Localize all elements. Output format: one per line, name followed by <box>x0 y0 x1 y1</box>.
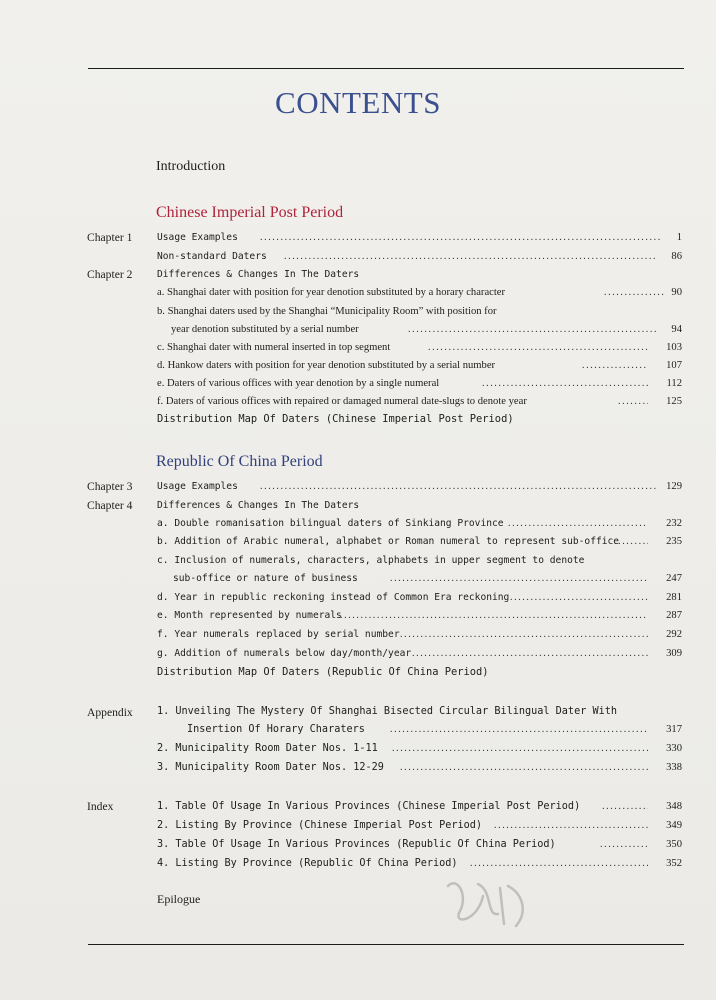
page-number: 352 <box>666 858 682 869</box>
page-number: 232 <box>666 518 682 529</box>
signature-mark <box>438 866 598 936</box>
toc-entry-appendix-3: 3. Municipality Room Dater Nos. 12-29 <box>157 762 384 773</box>
toc-entry-c2-b-cont: year denotion substituted by a serial number <box>171 324 359 335</box>
dot-leader <box>400 626 648 643</box>
page-number: 317 <box>666 724 682 735</box>
dot-leader <box>428 339 648 356</box>
page-number: 103 <box>666 342 682 353</box>
section-imperial-heading: Chinese Imperial Post Period <box>156 204 344 221</box>
dot-leader <box>412 645 648 662</box>
dot-leader <box>284 248 656 265</box>
dot-leader <box>408 321 656 338</box>
dot-leader <box>482 375 648 392</box>
toc-entry-index-2: 2. Listing By Province (Chinese Imperial Post Period) <box>157 820 483 831</box>
toc-entry-c4-a: a. Double romanisation bilingual daters of Sinkiang Province <box>157 518 504 529</box>
page-number: 281 <box>666 592 682 603</box>
toc-entry-c2-c: c. Shanghai dater with numeral inserted in top segment <box>157 342 391 353</box>
toc-entry-appendix-1: 1. Unveiling The Mystery Of Shanghai Bisected Circular Bilingual Dater With <box>157 706 618 717</box>
toc-entry-c2-b: b. Shanghai daters used by the Shanghai “Municipality Room” with position for <box>157 306 497 317</box>
epilogue-heading: Epilogue <box>157 892 201 906</box>
page-number: 86 <box>671 251 682 262</box>
page-number: 90 <box>671 287 682 298</box>
toc-entry-c4-map: Distribution Map Of Daters (Republic Of China Period) <box>157 666 489 678</box>
dot-leader <box>260 478 656 495</box>
introduction-heading: Introduction <box>156 159 226 174</box>
page-number: 348 <box>666 801 682 812</box>
toc-entry-c2-map: Distribution Map Of Daters (Chinese Imperial Post Period) <box>157 413 514 425</box>
page-number: 112 <box>666 378 682 389</box>
page-number: 125 <box>666 396 682 407</box>
dot-leader <box>400 759 648 776</box>
bottom-rule <box>88 944 684 945</box>
index-label: Index <box>87 800 114 813</box>
toc-entry-index-1: 1. Table Of Usage In Various Provinces (Chinese Imperial Post Period) <box>157 801 581 812</box>
toc-entry-c4-e: e. Month represented by numerals <box>157 610 342 621</box>
page-number: 247 <box>666 573 682 584</box>
toc-entry-c1-nonstandard: Non-standard Daters <box>157 251 267 262</box>
dot-leader <box>508 515 648 532</box>
chapter4-label: Chapter 4 <box>87 499 133 512</box>
chapter3-label: Chapter 3 <box>87 480 133 493</box>
page-number: 107 <box>666 360 682 371</box>
toc-entry-index-3: 3. Table Of Usage In Various Provinces (Republic Of China Period) <box>157 839 556 850</box>
page-title: CONTENTS <box>275 85 441 120</box>
dot-leader <box>494 817 648 834</box>
dot-leader <box>600 836 648 853</box>
page-number: 287 <box>666 610 682 621</box>
toc-entry-c4-g: g. Addition of numerals below day/month/year <box>157 648 412 659</box>
page-number: 94 <box>671 324 682 335</box>
appendix-label: Appendix <box>87 706 133 719</box>
dot-leader <box>260 229 660 246</box>
toc-entry-c4-d: d. Year in republic reckoning instead of Common Era reckoning <box>157 592 510 603</box>
top-rule <box>88 68 684 69</box>
dot-leader <box>390 721 648 738</box>
toc-entry-c2-f: f. Daters of various offices with repaired or damaged numeral date-slugs to denote year <box>157 396 527 407</box>
dot-leader <box>510 589 648 606</box>
toc-entry-c4-f: f. Year numerals replaced by serial number <box>157 629 400 640</box>
page-number: 129 <box>666 481 682 492</box>
dot-leader <box>582 357 648 374</box>
toc-entry-c4-c-cont: sub-office or nature of business <box>173 573 358 584</box>
dot-leader <box>340 607 648 624</box>
page-number: 292 <box>666 629 682 640</box>
page-number: 330 <box>666 743 682 754</box>
toc-entry-c2-title: Differences & Changes In The Daters <box>157 269 360 280</box>
toc-entry-appendix-2: 2. Municipality Room Dater Nos. 1-11 <box>157 743 378 754</box>
page-number: 338 <box>666 762 682 773</box>
toc-entry-appendix-1-cont: Insertion Of Horary Charaters <box>187 724 365 735</box>
toc-entry-c4-c: c. Inclusion of numerals, characters, alphabets in upper segment to denote <box>157 555 585 566</box>
dot-leader <box>390 570 648 587</box>
toc-entry-c2-a: a. Shanghai dater with position for year denotion substituted by a horary character <box>157 287 506 298</box>
chapter1-label: Chapter 1 <box>87 231 133 244</box>
chapter2-label: Chapter 2 <box>87 268 133 281</box>
toc-entry-c2-e: e. Daters of various offices with year denotion by a single numeral <box>157 378 440 389</box>
dot-leader <box>392 740 648 757</box>
toc-entry-c2-d: d. Hankow daters with position for year denotion substituted by a serial number <box>157 360 496 371</box>
toc-entry-c4-title: Differences & Changes In The Daters <box>157 500 360 511</box>
page-number: 350 <box>666 839 682 850</box>
toc-entry-c4-b: b. Addition of Arabic numeral, alphabet or Roman numeral to represent sub-office <box>157 536 620 547</box>
toc-entry-c3-usage: Usage Examples <box>157 481 238 492</box>
page-number: 349 <box>666 820 682 831</box>
toc-entry-index-4: 4. Listing By Province (Republic Of China Period) <box>157 858 458 869</box>
toc-entry-c1-usage: Usage Examples <box>157 232 238 243</box>
section-republic-heading: Republic Of China Period <box>156 453 323 470</box>
page-number: 235 <box>666 536 682 547</box>
page-number: 1 <box>676 232 682 243</box>
page-number: 309 <box>666 648 682 659</box>
